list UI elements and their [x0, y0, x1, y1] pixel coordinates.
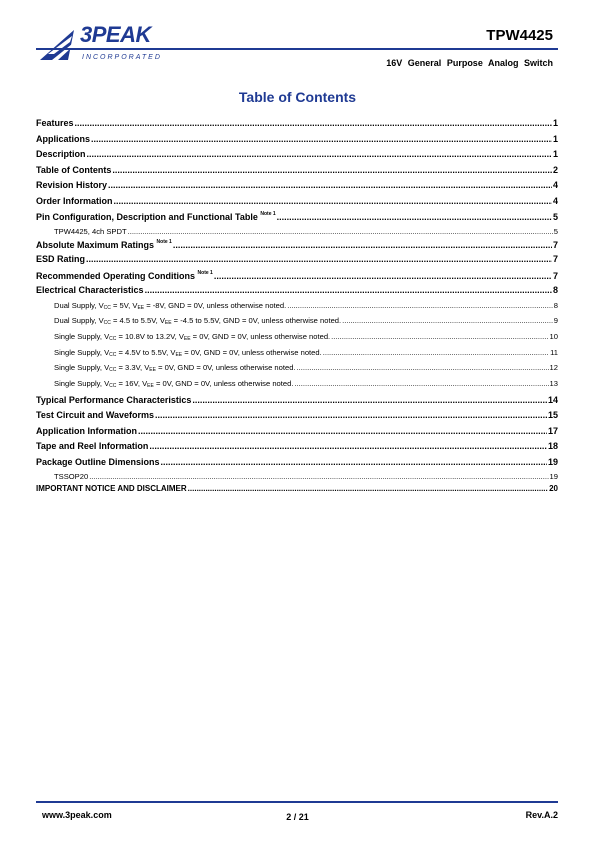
toc-label	[36, 270, 213, 281]
toc-leader	[188, 484, 548, 493]
logo-wordmark: 3PEAK	[80, 22, 151, 47]
toc-label: Tape and Reel Information	[36, 441, 149, 452]
toc-label: Order Information	[36, 195, 113, 206]
toc-page: 8	[553, 300, 558, 310]
toc-leader	[192, 395, 547, 405]
toc-page: 7	[552, 254, 558, 264]
toc-leader	[91, 134, 552, 144]
toc-leader	[331, 332, 548, 341]
toc-label-part: Single Supply, V	[54, 331, 110, 341]
toc-entry-description[interactable]	[36, 149, 558, 165]
toc-page: 4	[552, 180, 558, 190]
toc-label: Typical Performance Characteristics	[36, 394, 192, 405]
toc-entry-important-notice[interactable]	[36, 484, 558, 500]
part-number: TPW4425	[486, 27, 553, 44]
toc-page: 2	[552, 164, 558, 175]
footer-website[interactable]: www.3peak.com	[42, 810, 112, 820]
toc-entry-typical-performance[interactable]	[36, 395, 558, 411]
toc-note: Note 1	[156, 238, 172, 245]
toc-label: IMPORTANT NOTICE AND DISCLAIMER	[36, 484, 187, 494]
toc-subscript: EE	[183, 335, 191, 342]
toc-label-part: Dual Supply, V	[54, 316, 104, 326]
toc-label-part: = 5V, V	[110, 300, 138, 310]
toc-entry-ec-dual-range[interactable]	[36, 316, 558, 332]
toc-label-part: = 0V, GND = 0V, unless otherwise noted.	[190, 331, 331, 341]
toc-label: Package Outline Dimensions	[36, 456, 160, 467]
toc-entry-features[interactable]	[36, 118, 558, 134]
toc-label-text: Pin Configuration, Description and Functional Table	[36, 212, 258, 222]
toc-entry-ec-single-3v3[interactable]	[36, 363, 558, 379]
toc-entry-test-circuit[interactable]	[36, 410, 558, 426]
toc-subscript: EE	[149, 367, 156, 374]
toc-label-part: = 4.5V to 5.5V, V	[116, 347, 176, 357]
toc-subscript: CC	[103, 320, 111, 327]
toc-label: ESD Rating	[36, 254, 86, 264]
toc-page: 4	[552, 195, 558, 206]
toc-subscript: CC	[109, 351, 117, 358]
toc-leader	[277, 212, 552, 222]
toc-label: Application Information	[36, 425, 137, 436]
toc-leader	[297, 363, 549, 372]
toc-entry-ec-dual-5v[interactable]	[36, 301, 558, 317]
toc-leader	[112, 165, 552, 175]
toc-leader	[161, 457, 547, 467]
page-header	[0, 0, 595, 80]
toc-label-part: Single Supply, V	[54, 347, 110, 357]
toc-label: TPW4425, 4ch SPDT	[54, 226, 127, 236]
toc-entry-ec-single-16v[interactable]	[36, 379, 558, 395]
toc-page: 11	[550, 347, 558, 357]
company-logo	[38, 24, 188, 64]
toc-leader	[173, 240, 552, 250]
toc-entry-applications[interactable]	[36, 134, 558, 150]
toc-page: 19	[547, 456, 558, 467]
toc-page: 13	[549, 378, 558, 388]
toc-label-part: = 4.5 to 5.5V, V	[110, 316, 165, 326]
footer-page-indicator: 2 / 21	[286, 812, 309, 822]
toc-leader	[86, 254, 552, 264]
toc-page: 12	[549, 363, 558, 373]
toc-leader	[75, 118, 552, 128]
toc-page: 1	[552, 118, 558, 128]
toc-label-part: = 16V, V	[116, 378, 148, 388]
toc-label	[54, 379, 293, 389]
toc-label	[54, 301, 286, 311]
toc-page: 18	[547, 441, 558, 452]
toc-entry-package-sub[interactable]	[36, 472, 558, 484]
toc-label	[36, 239, 172, 250]
footer-revision: Rev.A.2	[525, 810, 558, 820]
document-subtitle: 16V General Purpose Analog Switch	[386, 58, 553, 68]
toc-page: 8	[552, 285, 558, 295]
toc-page: 15	[547, 410, 558, 421]
toc-subscript: CC	[109, 367, 117, 374]
toc-label-part: = 10.8V to 13.2V, V	[116, 331, 184, 341]
toc-entry-esd-rating[interactable]	[36, 254, 558, 270]
toc-leader	[108, 180, 552, 190]
table-of-contents	[36, 118, 558, 500]
toc-note: Note 1	[197, 269, 213, 276]
toc-page: 19	[549, 472, 558, 482]
toc-label: Table of Contents	[36, 164, 112, 175]
toc-leader	[294, 379, 548, 388]
logo-subtitle: INCORPORATED	[82, 54, 162, 61]
toc-label: Test Circuit and Waveforms	[36, 410, 155, 421]
toc-page: 1	[552, 149, 558, 159]
toc-label: Description	[36, 149, 86, 159]
toc-leader	[89, 472, 548, 481]
toc-subscript: EE	[137, 304, 145, 311]
toc-label	[36, 211, 276, 222]
toc-subscript: CC	[109, 382, 117, 389]
toc-entry-tape-reel[interactable]	[36, 441, 558, 457]
toc-leader	[323, 348, 549, 357]
toc-leader	[342, 316, 553, 325]
toc-page: 10	[549, 331, 558, 341]
toc-entry-package-outline[interactable]	[36, 457, 558, 473]
toc-entry-order-information[interactable]	[36, 196, 558, 212]
toc-leader	[128, 227, 553, 236]
toc-label-part: Dual Supply, V	[54, 300, 104, 310]
toc-entry-recommended-operating-conditions[interactable]	[36, 270, 558, 286]
toc-title: Table of Contents	[238, 89, 357, 105]
toc-label-part: = -4.5 to 5.5V, GND = 0V, unless otherwise noted.	[171, 316, 342, 326]
toc-entry-ec-single-5v[interactable]	[36, 348, 558, 364]
toc-page: 7	[552, 270, 558, 281]
toc-entry-application-information[interactable]	[36, 426, 558, 442]
toc-label-text: Recommended Operating Conditions	[36, 270, 196, 281]
toc-subscript: EE	[147, 382, 154, 389]
toc-page: 17	[547, 425, 558, 436]
toc-leader	[87, 149, 552, 159]
toc-entry-table-of-contents[interactable]	[36, 165, 558, 181]
toc-label	[54, 348, 322, 358]
toc-label-text: Absolute Maximum Ratings	[36, 239, 155, 250]
toc-subscript: CC	[103, 304, 111, 311]
toc-page: 5	[553, 226, 558, 236]
toc-entry-ec-single-12v[interactable]	[36, 332, 558, 348]
toc-label-part: = 0V, GND = 0V, unless otherwise noted.	[155, 363, 296, 373]
toc-note: Note 1	[260, 211, 276, 217]
toc-leader	[155, 410, 547, 420]
toc-label-part: = 0V, GND = 0V, unless otherwise noted.	[182, 347, 322, 357]
toc-label	[54, 332, 330, 342]
toc-subscript: EE	[164, 320, 172, 327]
toc-entry-absolute-maximum-ratings[interactable]	[36, 239, 558, 255]
toc-page: 14	[547, 394, 558, 405]
toc-leader	[145, 285, 552, 295]
toc-entry-pin-sub[interactable]	[36, 227, 558, 239]
toc-page: 7	[552, 239, 558, 250]
toc-entry-electrical-characteristics[interactable]	[36, 285, 558, 301]
toc-leader	[214, 271, 552, 281]
toc-label: Electrical Characteristics	[36, 285, 144, 295]
toc-label	[54, 316, 341, 326]
toc-label: Revision History	[36, 180, 108, 190]
toc-page: 20	[549, 484, 558, 494]
toc-page: 5	[552, 212, 558, 222]
toc-leader	[287, 301, 553, 310]
toc-subscript: EE	[175, 351, 183, 358]
toc-leader	[149, 441, 547, 451]
logo-triangle-icon	[38, 24, 82, 62]
toc-label-part: Single Supply, V	[54, 378, 110, 388]
toc-page: 9	[553, 316, 558, 326]
toc-label-part: = 3.3V, V	[116, 363, 150, 373]
toc-label: TSSOP20	[54, 472, 89, 482]
toc-leader	[138, 426, 547, 436]
toc-entry-revision-history[interactable]	[36, 180, 558, 196]
header-rule	[36, 48, 558, 50]
toc-label: Applications	[36, 133, 91, 144]
toc-label-part: = -8V, GND = 0V, unless otherwise noted.	[144, 300, 287, 310]
toc-page: 1	[552, 133, 558, 144]
toc-label-part: = 0V, GND = 0V, unless otherwise noted.	[153, 378, 294, 388]
toc-label: Features	[36, 118, 74, 128]
toc-subscript: CC	[109, 335, 117, 342]
toc-label	[54, 363, 296, 373]
toc-leader	[114, 196, 552, 206]
toc-entry-pin-configuration[interactable]	[36, 211, 558, 227]
footer-rule	[36, 801, 558, 803]
toc-label-part: Single Supply, V	[54, 363, 110, 373]
